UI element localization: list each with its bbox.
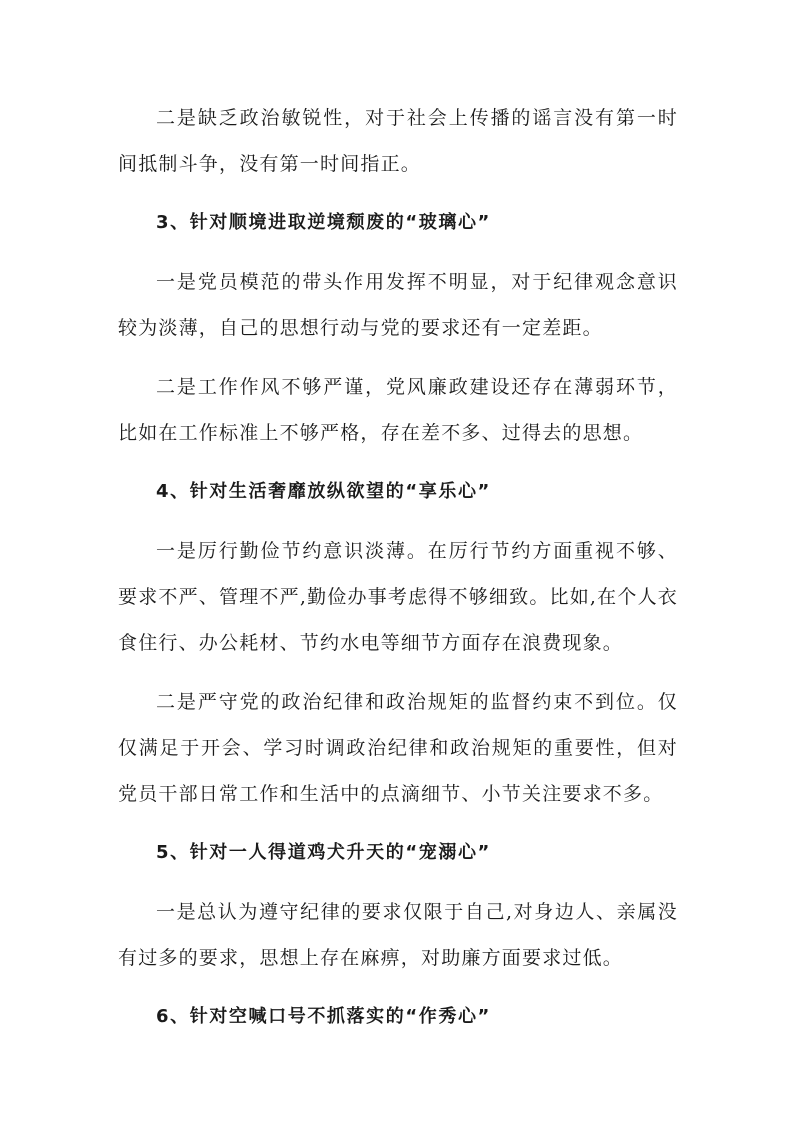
section-heading-3: 3、针对顺境进取逆境颓废的“玻璃心” (156, 212, 491, 233)
paragraph-work-style: 二是工作作风不够严谨，党风廉政建设还存在薄弱环节，比如在工作标准上不够严格，存在差不多、过得去的思想。 (118, 376, 678, 444)
paragraph-family-requirements: 一是总认为遵守纪律的要求仅限于自己,对身边人、亲属没有过多的要求，思想上存在麻痹，对助廉方面要求过低。 (118, 901, 678, 969)
section-heading-6: 6、针对空喊口号不抓落实的“作秀心” (156, 1006, 491, 1027)
paragraph-discipline-supervision: 二是严守党的政治纪律和政治规矩的监督约束不到位。仅仅满足于开会、学习时调政治纪律和政治规矩的重要性，但对党员干部日常工作和生活中的点滴细节、小节关注要求不多。 (118, 691, 678, 805)
paragraph-frugality: 一是厉行勤俭节约意识淡薄。在厉行节约方面重视不够、要求不严、管理不严,勤俭办事考虑得不够细致。比如,在个人衣食住行、办公耗材、节约水电等细节方面存在浪费现象。 (118, 540, 678, 654)
paragraph-political-sensitivity: 二是缺乏政治敏锐性，对于社会上传播的谣言没有第一时间抵制斗争，没有第一时间指正。 (118, 107, 678, 175)
document-body (118, 95, 678, 1053)
section-heading-4: 4、针对生活奢靡放纵欲望的“享乐心” (156, 481, 491, 502)
paragraph-exemplary-role: 一是党员模范的带头作用发挥不明显，对于纪律观念意识较为淡薄，自己的思想行动与党的要求还有一定差距。 (118, 271, 678, 339)
section-heading-5: 5、针对一人得道鸡犬升天的“宠溺心” (156, 842, 491, 863)
